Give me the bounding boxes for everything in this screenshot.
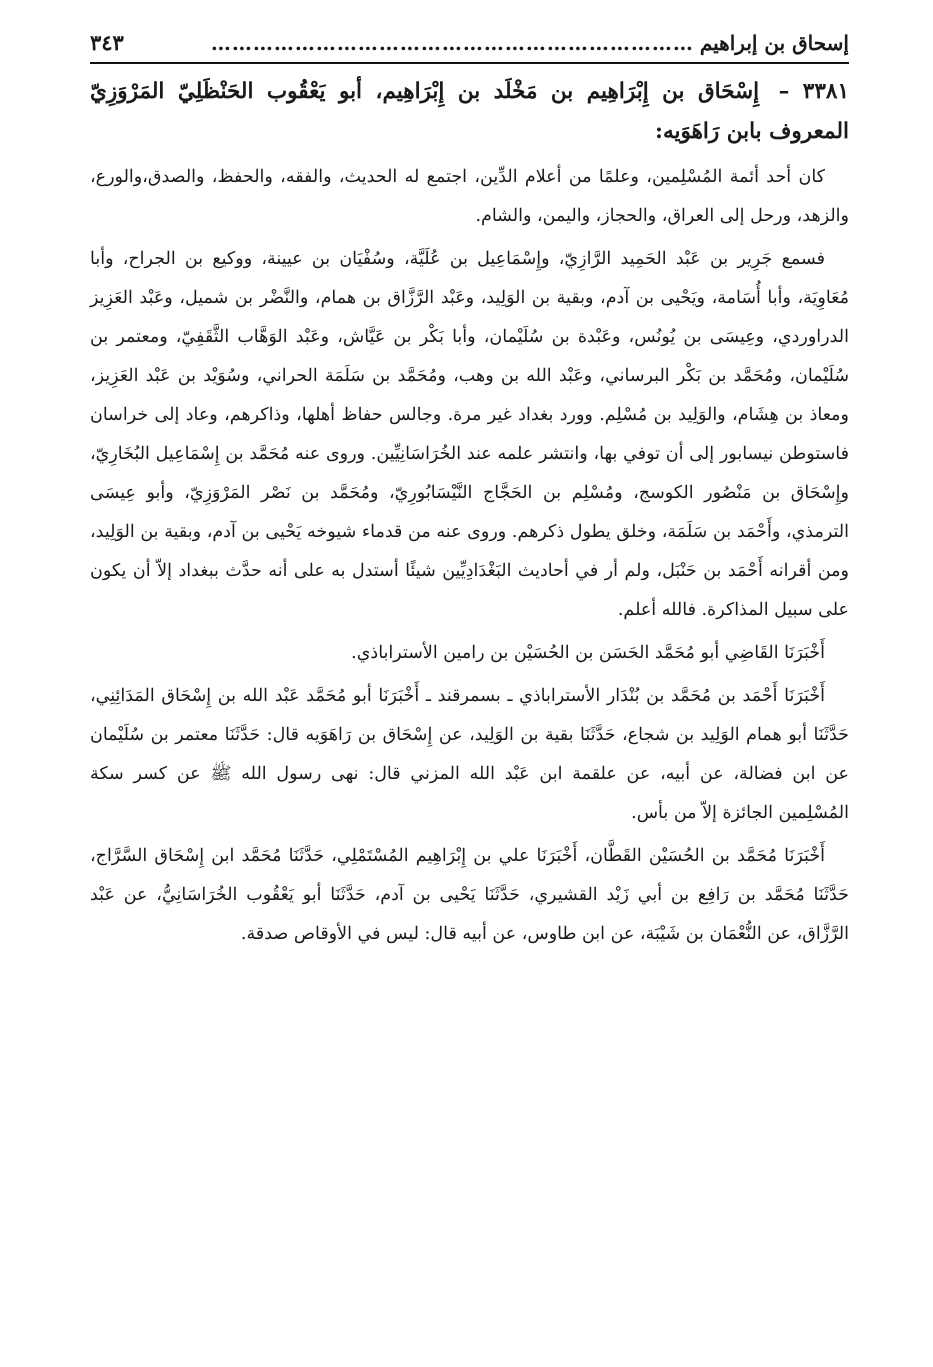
paragraph-teachers-students: فسمع جَرِير بن عَبْد الحَمِيد الرَّازِيّ، وإِسْمَاعِيل بن عُلَيَّة، وسُفْيَان بن عيينة، ووكيع بن الجراح، وأبا مُعَاوِيَة، وأبا أُسَامة، ويَحْيى بن آدم، وبقية بن الوَلِيد، وعَبْد الرَّزَّاق بن همام، والنَّضْر بن شميل، وعَبْد العَزِيز الدراوردي، وعِيسَى بن يُونُس، وعَبْدة بن سُلَيْمان، وأبا بَكْر بن عَيَّاش، وعَبْد الوَهَّاب الثَّقَفِيّ، ومعتمر بن سُلَيْمان، ومُحَمَّد بن بَكْر البرساني، وعَبْد الله بن وهب، ومُحَمَّد بن سَلَمَة الحراني، وسُوَيْد بن عَبْد العَزِيز، ومعاذ بن هِشَام، والوَلِيد بن مُسْلِم. وورد بغداد غير مرة. وجالس حفاظ أهلها، وذاكرهم، وعاد إلى خراسان فاستوطن نيسابور إلى أن توفي بها، وانتشر علمه عند الخُرَاسَانِيِّين. وروى عنه مُحَمَّد بن إِسْمَاعِيل البُخَارِيّ، وإِسْحَاق بن مَنْصُور الكوسج، ومُسْلِم بن الحَجَّاج النَّيْسَابُورِيّ، ومُحَمَّد بن نَصْر المَرْوَزِيّ، وأبو عِيسَى الترمذي، وأَحْمَد بن سَلَمَة، وخلق يطول ذكرهم. وروى عنه من قدماء شيوخه يَحْيى بن آدم، وبقية بن الوَلِيد، ومن أقرانه أَحْمَد بن حَنْبَل، ولم أر في أحاديث البَغْدَادِيِّين شيئًا أستدل به على أنه حدَّث ببغداد إلاّ أن يكون على سبيل المذاكرة. فالله أعلم. xyxy=(90,249,849,620)
running-head xyxy=(90,30,849,64)
page-number: ٣٤٣ xyxy=(90,30,124,55)
paragraph-chain-3: أَخْبَرَنَا مُحَمَّد بن الحُسَيْن القَطَّان، أَخْبَرَنَا علي بن إِبْرَاهِيم المُسْتَمْلِي، حَدَّثَنَا مُحَمَّد ابن إِسْحَاق السَّرَّاج، حَدَّثَنَا مُحَمَّد بن رَافِع بن أبي زَيْد القشيري، حَدَّثَنَا يَحْيى بن آدم، حَدَّثَنَا أبو يَعْقُوب الخُرَاسَانِيُّ، عن عَبْد الرَّزَّاق، عن النُّعْمَان بن شَيْبَة، عن ابن طاوس، عن أبيه قال: ليس في الأوقاص صدقة. xyxy=(90,846,849,944)
entry-heading xyxy=(90,72,849,152)
running-head-title: إسحاق بن إبراهيم xyxy=(699,31,849,55)
paragraph-chain-1: أَخْبَرَنَا القَاضِي أبو مُحَمَّد الحَسَن بن الحُسَيْن بن رامين الأستراباذي. xyxy=(351,643,825,663)
paragraph-biography: كان أحد أئمة المُسْلِمين، وعلمًا من أعلام الدِّين، اجتمع له الحديث، والفقه، والحفظ، والصدق،والورع، والزهد، ورحل إلى العراق، والحجاز، واليمن، والشام. xyxy=(90,167,849,226)
paragraph-chain-2: أَخْبَرَنَا أَحْمَد بن مُحَمَّد بن بُنْدَار الأستراباذي ـ بسمرقند ـ أَخْبَرَنَا أبو مُحَمَّد عَبْد الله بن إِسْحَاق المَدَائِنِي، حَدَّثَنَا أبو همام الوَلِيد بن شجاع، حَدَّثَنَا بقية بن الوَلِيد، عن إِسْحَاق بن رَاهَوَيه قال: حَدَّثَنَا معتمر بن سُلَيْمان عن ابن فضالة، عن أبيه، عن علقمة ابن عَبْد الله المزني قال: نهى رسول الله ﷺ عن كسر سكة المُسْلِمين الجائزة إلاّ من بأس. xyxy=(90,686,849,823)
running-head-leader-dots: …………………………………………………………… xyxy=(210,31,694,55)
entry-heading-text: إِسْحَاق بن إِبْرَاهِيم بن مَخْلَد بن إِبْرَاهِيم، أبو يَعْقُوب الحَنْظَلِيّ المَرْوَزِيّ المعروف بابن رَاهَوَيه: xyxy=(90,79,849,144)
entry-number: ٣٣٨١ – xyxy=(778,79,849,104)
